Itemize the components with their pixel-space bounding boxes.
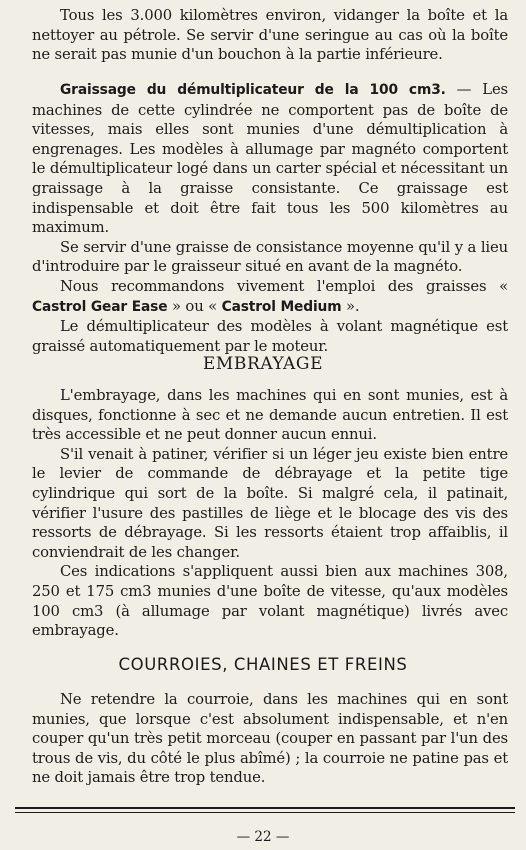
- paragraph-embrayage-indications: Ces indications s'appliquent aussi bien aux machines 308, 250 et 175 cm3 munies d'une boîte de vitesse, qu'aux modèles 100 cm3 (à allumage par volant magnétique) livrés avec embrayage.: [32, 563, 508, 640]
- paragraph-graisse-consistance: Se servir d'une graisse de consistance moyenne qu'il y a lieu d'introduire par le graisseur situé en avant de la magnéto.: [32, 238, 508, 276]
- graissage-heading: Graissage du démultiplicateur de la 100 cm3.: [60, 82, 446, 98]
- paragraph-embrayage-disques: L'embrayage, dans les machines qui en sont munies, est à disques, fonctionne à sec et ne demande aucun entretien. Il est très accessible et ne peut donner aucun ennui.: [32, 387, 508, 444]
- recommandation-ou: » ou «: [167, 297, 222, 315]
- recommandation-end: ».: [341, 297, 360, 315]
- paragraph-recommandation: [32, 277, 508, 317]
- intro-block: [32, 6, 508, 65]
- castrol-medium: Castrol Medium: [221, 298, 342, 315]
- page-number: — 22 —: [236, 829, 290, 845]
- recommandation-text: Nous recommandons vivement l'emploi des graisses «: [60, 277, 508, 295]
- paragraph-volant-magnetique: Le démultiplicateur des modèles à volant magnétique est graissé automatiquement par le moteur.: [32, 318, 508, 355]
- embrayage-block: [32, 386, 508, 641]
- paragraph-graissage: [32, 80, 508, 238]
- castrol-gear-ease: Castrol Gear Ease: [32, 298, 168, 315]
- graissage-block: [32, 80, 508, 356]
- courroies-block: [32, 690, 508, 788]
- section-title-embrayage: EMBRAYAGE: [202, 354, 324, 374]
- paragraph-courroie: Ne retendre la courroie, dans les machines qui en sont munies, que lorsque c'est absolument indispensable, et n'en couper qu'un très petit morceau (couper en passant par l'un des trous de vis, du côté le plus abîmé) ; la courroie ne patine pas et ne doit jamais être trop tendue.: [32, 691, 508, 787]
- footer-rule-thin: [15, 812, 515, 813]
- footer-rule-thick: [15, 807, 515, 809]
- section-title-courroies: COURROIES, CHAINES ET FREINS: [118, 655, 408, 674]
- graissage-text: — Les machines de cette cylindrée ne comportent pas de boîte de vitesses, mais elles sont munies d'une démultiplication à engrenages. Les modèles à allumage par magnéto comportent le démultiplicateur logé dans un carter spécial et nécessitant un graissage à la graisse consistante. Ce graissage est indispensable et doit être fait tous les 500 kilomètres au maximum.: [32, 81, 508, 237]
- paragraph-embrayage-patiner: S'il venait à patiner, vérifier si un léger jeu existe bien entre le levier de commande de débrayage et la petite tige cylindrique qui sort de la boîte. Si malgré cela, il patinait, vérifier l'usure des pastilles de liège et le blocage des vis des ressorts de débrayage. Si les ressorts étaient trop affaiblis, il conviendrait de les changer.: [32, 445, 508, 561]
- paragraph-vidange: Tous les 3.000 kilomètres environ, vidanger la boîte et la nettoyer au pétrole. Se servir d'une seringue au cas où la boîte ne serait pas munie d'un bouchon à la partie inférieure.: [32, 7, 508, 64]
